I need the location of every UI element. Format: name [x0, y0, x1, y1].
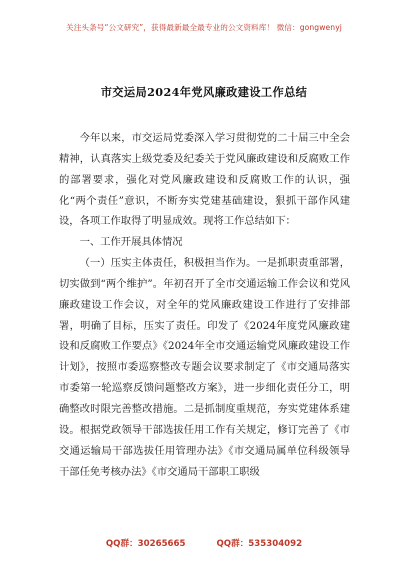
intro-paragraph: 今年以来，市交运局党委深入学习贯彻党的二十届三中全会精神，认真落实上级党委及纪委关于党风廉政建设和反腐败工作的部署要求，强化对党风廉政建设和反腐败工作的认识，强化“两个责任”意识，不断夯实党建基础建设，狠抓干部作风建设，各项工作取得了明显成效。现将工作总结如下： [59, 132, 350, 228]
footer-qq-group-1: QQ群：30265665 [105, 539, 186, 549]
section-heading: 一、工作开展具体情况 [79, 236, 183, 249]
document-title: 市交运局2024年党风廉政建设工作总结 [100, 85, 308, 99]
footer-qq-group-2: QQ群：535304092 [216, 539, 303, 549]
page-header-banner: 关注头条号“公文研究”，获得最新最全最专业的公文资料库！ 微信：gongwenyj [66, 23, 342, 32]
body-paragraph: （一）压实主体责任，积极担当作为。一是抓职责重部署，切实做到“两个维护”。年初召开了全市交通运输工作会议和党风廉政建设工作会议，对全年的党风廉政建设工作进行了安排部署，明确了目标，压实了责任。印发了《2024年度党风廉政建设和反腐败工作要点》《2024年全市交通运输党风廉政建设工作计划》，按照市委巡察整改专题会议要求制定了《市交通局落实市委第一轮巡察反馈问题整改方案》，进一步细化责任分工，明确整改时限完善整改措施。二是抓制度重规范，夯实党建体系建设。根据党政领导干部选拔任用工作有关规定，修订完善了《市交通运输局干部选拔任用管理办法》《市交通局属单位科级领导干部任免考核办法》《市交通局干部职工职级 [59, 257, 350, 478]
document-body [59, 128, 350, 482]
page-footer [0, 537, 408, 549]
